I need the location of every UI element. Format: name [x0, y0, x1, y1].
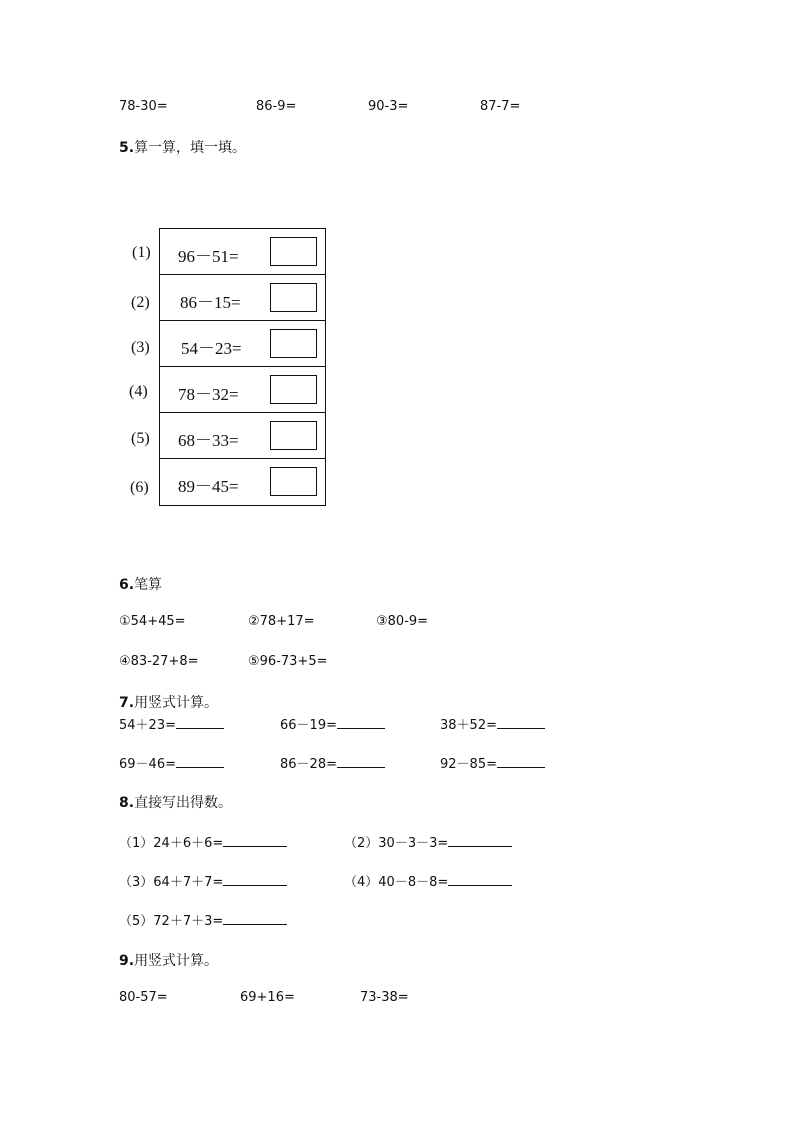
q5-table-row: [160, 413, 325, 459]
q7-item: [119, 714, 224, 733]
q9-item: 69+16=: [240, 990, 295, 1005]
q5-title: 算一算，填一填。: [134, 140, 247, 156]
q7-item: [440, 714, 545, 733]
q6-item: ①54+45=: [119, 614, 186, 629]
q8-expression: （2）30－3－3=: [344, 836, 449, 851]
q5-table-row: [160, 321, 325, 367]
answer-box[interactable]: [270, 375, 317, 404]
q8-item: [119, 871, 287, 890]
q5-table-row: [160, 275, 325, 321]
q7-expression: 38＋52=: [440, 718, 497, 733]
q7-item: [119, 753, 224, 772]
q8-heading: [119, 792, 232, 812]
q7-number: 7.: [119, 695, 135, 711]
q9-title: 用竖式计算。: [134, 953, 219, 969]
q6-title: 笔算: [134, 577, 163, 593]
q7-expression: 54＋23=: [119, 718, 176, 733]
answer-blank[interactable]: [223, 912, 287, 925]
answer-blank[interactable]: [223, 873, 287, 886]
q8-title: 直接写出得数。: [134, 795, 233, 811]
q6-item: ④83-27+8=: [119, 654, 199, 669]
q9-item: 80-57=: [119, 990, 168, 1005]
q5-table-row: [160, 229, 325, 275]
q5-expression: 78－32=: [178, 385, 239, 404]
q8-expression: （5）72＋7＋3=: [119, 914, 224, 929]
q5-row-label: (1): [132, 244, 151, 261]
q8-number: 8.: [119, 795, 135, 811]
answer-box[interactable]: [270, 329, 317, 358]
q6-item: ②78+17=: [248, 614, 315, 629]
q5-table-row: [160, 367, 325, 413]
q7-expression: 86－28=: [280, 757, 337, 772]
q9-item: 73-38=: [360, 990, 409, 1005]
q5-heading: [119, 137, 246, 157]
q5-number: 5.: [119, 140, 135, 156]
q5-table: [159, 228, 326, 506]
q7-expression: 92－85=: [440, 757, 497, 772]
answer-box[interactable]: [270, 421, 317, 450]
q9-number: 9.: [119, 953, 135, 969]
q7-expression: 69－46=: [119, 757, 176, 772]
q7-expression: 66－19=: [280, 718, 337, 733]
q5-row-label: (2): [131, 294, 150, 311]
answer-blank[interactable]: [497, 716, 545, 729]
q7-item: [440, 753, 545, 772]
answer-blank[interactable]: [337, 716, 385, 729]
q5-expression: 89－45=: [178, 477, 239, 496]
q5-expression: 86－15=: [180, 293, 241, 312]
q8-expression: （3）64＋7＋7=: [119, 875, 224, 890]
q5-expression: 54－23=: [181, 339, 242, 358]
q7-item: [280, 753, 385, 772]
answer-blank[interactable]: [337, 755, 385, 768]
q6-heading: [119, 574, 162, 594]
q6-item: ⑤96-73+5=: [248, 654, 328, 669]
answer-box[interactable]: [270, 467, 317, 496]
top-expr-3: 90-3=: [368, 99, 409, 114]
q7-title: 用竖式计算。: [134, 695, 219, 711]
answer-blank[interactable]: [448, 873, 512, 886]
answer-blank[interactable]: [448, 834, 512, 847]
q5-row-label: (6): [130, 479, 149, 496]
top-expr-1: 78-30=: [119, 99, 168, 114]
q8-expression: （1）24＋6＋6=: [119, 836, 224, 851]
q9-heading: [119, 950, 218, 970]
q6-number: 6.: [119, 577, 135, 593]
answer-blank[interactable]: [497, 755, 545, 768]
q8-item: [119, 832, 287, 851]
answer-blank[interactable]: [223, 834, 287, 847]
answer-box[interactable]: [270, 283, 317, 312]
q8-item: [344, 832, 512, 851]
q5-row-label: (5): [131, 430, 150, 447]
q8-expression: （4）40－8－8=: [344, 875, 449, 890]
answer-blank[interactable]: [176, 716, 224, 729]
q7-heading: [119, 692, 218, 712]
top-expr-2: 86-9=: [256, 99, 297, 114]
q5-table-row: [160, 459, 325, 505]
q5-row-label: (4): [129, 383, 148, 400]
q5-row-label: (3): [131, 339, 150, 356]
q8-item: [344, 871, 512, 890]
q5-expression: 68－33=: [178, 431, 239, 450]
answer-box[interactable]: [270, 237, 317, 266]
answer-blank[interactable]: [176, 755, 224, 768]
q5-expression: 96－51=: [178, 247, 239, 266]
q7-item: [280, 714, 385, 733]
q8-item: [119, 910, 287, 929]
top-expr-4: 87-7=: [480, 99, 521, 114]
q6-item: ③80-9=: [376, 614, 429, 629]
